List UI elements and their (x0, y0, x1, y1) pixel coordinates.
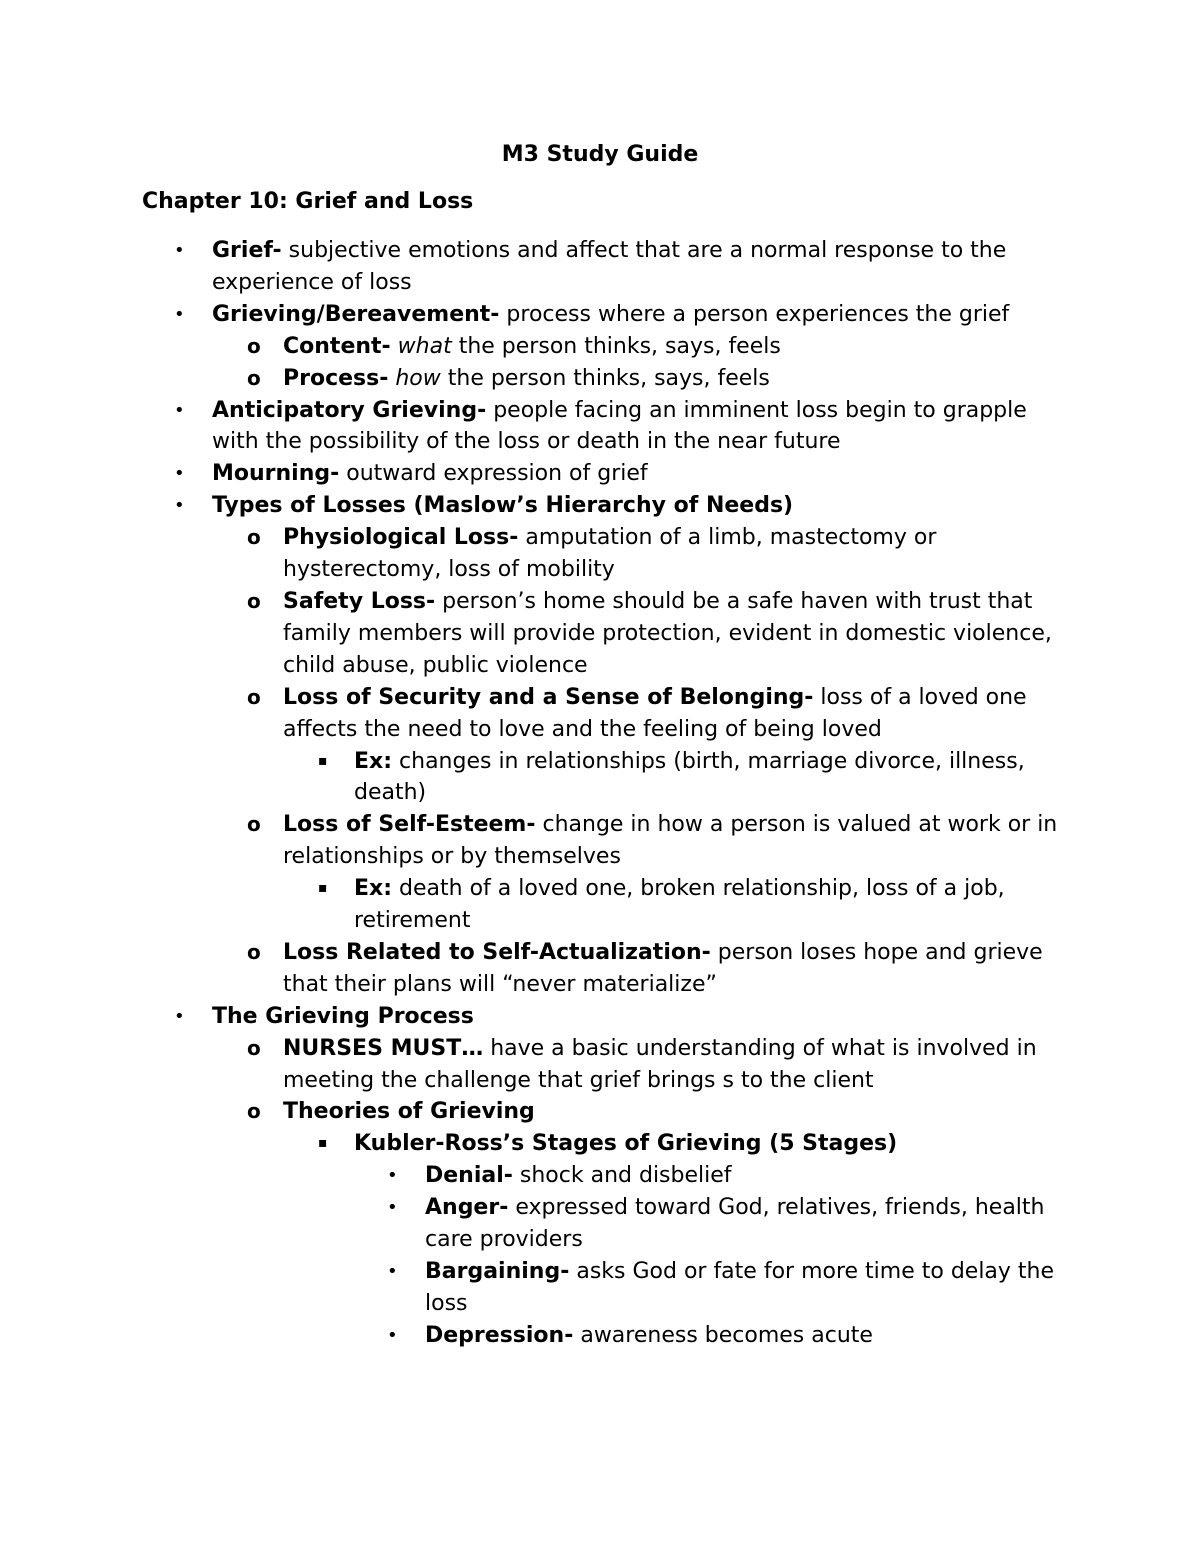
list-item-text: shock and disbelief (512, 1163, 732, 1189)
list-item-emphasis: how (388, 365, 441, 391)
list-item-term: Loss Related to Self-Actualization- (283, 939, 711, 965)
list-item-term: Denial- (425, 1163, 513, 1189)
list-item (174, 1001, 1060, 1033)
list-item-text: people facing an imminent loss begin to grapple with the possibility of the loss or death in the near future (212, 397, 1027, 455)
list-item-text: the person thinks, says, feels (440, 365, 770, 391)
list-item-emphasis: what (390, 333, 452, 359)
list-item-text: outward expression of grief (339, 461, 648, 487)
list-item (247, 331, 1060, 363)
list-item-text: death of a loved one, broken relationship, loss of a job, retirement (354, 876, 1005, 934)
bullet-square-icon: ▪ (318, 1135, 328, 1152)
list-item-term: Grief- (212, 238, 282, 263)
list-item-term: Types of Losses (Maslow’s Hierarchy of Needs) (212, 493, 794, 519)
list-item-term: Ex: (354, 876, 393, 902)
list-item-text: process where a person experiences the grief (499, 301, 1010, 327)
list-item (387, 1160, 1060, 1192)
bullet-circle-icon: o (247, 525, 261, 550)
list-item-term: Anticipatory Grieving- (212, 397, 487, 423)
list-item (174, 458, 1060, 490)
bullet-circle-icon: o (247, 588, 261, 613)
bullet-circle-icon: o (247, 812, 261, 837)
list-item-text: subjective emotions and affect that are a normal response to the experience of loss (212, 238, 1007, 295)
bullet-square-icon: ▪ (318, 880, 328, 897)
list-item-text: amputation of a limb, mastectomy or hysterectomy, loss of mobility (283, 525, 937, 583)
bullet-circle-icon: o (247, 365, 261, 390)
list-item-term: Safety Loss- (283, 588, 436, 614)
list-item-term: Grieving/Bereavement- (212, 301, 500, 327)
bullet-dot-icon: • (387, 1261, 398, 1282)
list-item-term: Content- (283, 333, 391, 359)
bullet-dot-icon: • (174, 303, 185, 325)
bullet-dot-icon: • (174, 495, 185, 517)
list-item-term: Ex: (354, 748, 393, 774)
bullet-circle-icon: o (247, 333, 261, 358)
list-item-term: Loss of Security and a Sense of Belonging- (283, 684, 814, 710)
list-item (247, 809, 1060, 873)
list-item-term: The Grieving Process (212, 1003, 474, 1029)
list-item (174, 299, 1060, 331)
list-item-text: have a basic understanding of what is involved in meeting the challenge that grief brings s to the client (283, 1035, 1037, 1093)
list-item-term: Kubler-Ross’s Stages of Grieving (5 Stages) (354, 1131, 898, 1157)
outline-list (0, 235, 1200, 1352)
list-item-term: Loss of Self-Esteem- (283, 812, 536, 838)
document-title: M3 Study Guide (501, 142, 699, 167)
bullet-dot-icon: • (387, 1165, 398, 1187)
list-item (387, 1192, 1060, 1256)
list-item-text: asks God or fate for more time to delay the loss (425, 1259, 1055, 1316)
list-item-term: Physiological Loss- (283, 525, 519, 551)
chapter-heading: Chapter 10: Grief and Loss (142, 189, 474, 214)
list-item-text: the person thinks, says, feels (451, 333, 781, 359)
list-item-term: Mourning- (212, 461, 340, 487)
bullet-square-icon: ▪ (318, 752, 328, 769)
bullet-circle-icon: o (247, 939, 261, 964)
list-item (247, 937, 1060, 1001)
list-item (247, 586, 1060, 682)
bullet-dot-icon: • (174, 240, 185, 261)
list-item-text: person’s home should be a safe haven with trust that family members will provide protection, evident in domestic violence, child abuse, public violence (283, 588, 1052, 678)
list-item (318, 873, 1060, 937)
list-item-text: expressed toward God, relatives, friends, health care providers (425, 1195, 1045, 1253)
bullet-dot-icon: • (174, 463, 185, 485)
list-item (247, 363, 1060, 395)
bullet-dot-icon: • (174, 399, 185, 421)
bullet-circle-icon: o (247, 684, 261, 709)
list-item (174, 490, 1060, 522)
list-item (387, 1256, 1060, 1320)
list-item-term: Anger- (425, 1195, 509, 1221)
list-item (318, 1128, 1060, 1160)
list-item (247, 522, 1060, 586)
list-item-term: Bargaining- (425, 1259, 570, 1284)
list-item (174, 395, 1060, 459)
list-item-term: NURSES MUST… (283, 1035, 484, 1061)
bullet-dot-icon: • (174, 1005, 185, 1027)
list-item-text: awareness becomes acute (573, 1322, 873, 1348)
bullet-dot-icon: • (387, 1197, 398, 1219)
list-item-term: Depression- (425, 1322, 574, 1348)
list-item (247, 1033, 1060, 1097)
list-item-text: change in how a person is valued at work or in relationships or by themselves (283, 812, 1058, 870)
bullet-circle-icon: o (247, 1099, 261, 1124)
bullet-dot-icon: • (387, 1324, 398, 1346)
list-item-text: loss of a loved one affects the need to love and the feeling of being loved (283, 684, 1027, 742)
list-item (387, 1320, 1060, 1352)
list-item-text: person loses hope and grieve that their plans will “never materialize” (283, 939, 1043, 997)
list-item-text: changes in relationships (birth, marriage divorce, illness, death) (354, 748, 1025, 806)
list-item (247, 682, 1060, 746)
bullet-circle-icon: o (247, 1035, 261, 1060)
list-item (247, 1096, 1060, 1128)
list-item (318, 746, 1060, 810)
list-item-term: Process- (283, 365, 389, 391)
list-item (174, 235, 1060, 299)
list-item-term: Theories of Grieving (283, 1099, 535, 1125)
